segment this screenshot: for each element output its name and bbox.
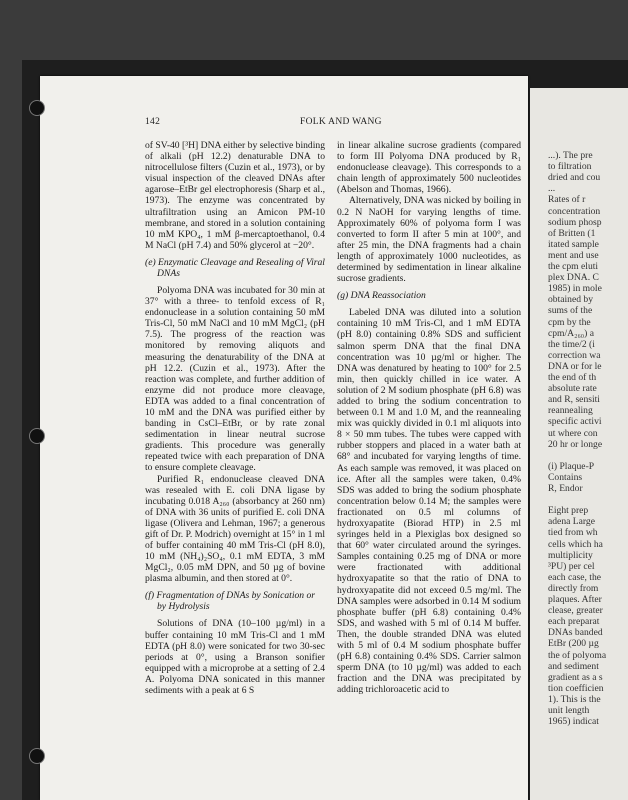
next-page-line: each case, the [548,571,601,583]
next-page-line: unit length [548,705,590,716]
paragraph: Purified R₁ endonuclease cleaved DNA was resealed with E. coli DNA ligase by incubating 0.018 A₂₆₀ (absorbancy at 260 nm) of DNA with 36 units of purified E. coli DNA ligase (Olivera and Lehman, 1967; a generous gift of Dr. P. Modrich) overnight at 15° in 1 ml of buffer containing 40 mM Tris-Cl (pH 8.0), 10 mM (NH₄)₂SO₄, 0.1 mM EDTA, 3 mM MgCl₂, 0.05 mM DPN, and 50 µg of bovine plasma albumin, and then stored at 0°. [145,473,325,585]
next-page-line: of Britten (1 [548,227,596,239]
next-page-line: sums of the [548,305,593,317]
next-page-line: plaques. After [548,594,602,605]
next-page-line: Rates of r [548,194,586,206]
next-page-edge [530,88,628,800]
next-page-line: concentration [548,205,601,217]
next-page-line: and R, sensiti [548,394,600,406]
next-page-line: plex DNA. C [548,272,599,284]
next-page-line: each preparat [548,616,600,628]
section-heading-g: (g) DNA Reassociation [337,290,426,302]
next-page-line: Eight prep [548,505,589,517]
next-page-line: cells which ha [548,538,603,550]
next-page-line: gradient as a s [548,671,603,683]
next-page-line: cpm by the [548,316,591,328]
next-page-line: DNA or for le [548,360,602,372]
next-page-line: 1965) indicat [548,716,599,728]
next-page-line: (i) Plaque-P [548,460,595,472]
next-page-line: and sediment [548,660,599,672]
next-page-line: ... [548,183,556,195]
left-column [145,140,325,696]
binder-hole-middle [29,428,45,444]
next-page-line: multiplicity [548,549,593,561]
next-page-line: tion coefficien [548,682,604,694]
next-page-line: cpm/A₂₆₀) a [548,327,594,339]
next-page-line: ³PU) per cel [548,560,595,572]
next-page-line: correction wa [548,349,601,361]
right-column [337,140,521,696]
next-page-line: 20 hr or longe [548,438,603,450]
next-page-line: ut where con [548,427,598,439]
next-page-line: 1). This is the [548,693,601,705]
paragraph: in linear alkaline sucrose gradients (compared to form III Polyoma DNA produced by R₁ endonuclease cleavage). This corresponds to a chain length of approximately 500 nucleotides (Abelson and Thomas, 1966). [337,140,521,196]
section-heading-f: (f) Fragmentation of DNAs by Sonication or by Hydrolysis [145,590,316,613]
paragraph: Polyoma DNA was incubated for 30 min at 37° with a three- to tenfold excess of R₁ endonuclease in a solution containing 50 mM Tris-Cl, 50 mM NaCl and 10 mM MgCl₂ (pH 7.5). The progress of the reaction was monitored by removing aliquots and measuring the denaturability of the DNA at pH 12.2. (Cuzin et al., 1973). After the reaction was complete, and further addition of enzyme did not produce more cleavage, EDTA was added to a final concentration of 10 mM and the DNA was purified either by banding in CsCl–EtBr, or by rate zonal sedimentation in linear neutral sucrose gradients. This procedure was generally repeated twice with each preparation of DNA to ensure complete cleavage. [145,284,325,474]
next-page-line: obtained by [548,294,594,306]
next-page-line: clease, greater [548,605,603,617]
next-page-line: itated sample [548,238,599,250]
next-page-line: tied from wh [548,527,598,539]
next-page-line: DNAs banded [548,627,603,639]
next-page-line: the time/2 (i [548,338,595,350]
paragraph: Alternatively, DNA was nicked by boiling in 0.2 N NaOH for varying lengths of time. Approximately 60% of polyoma form I was converted to form II after 5 min at 100°, and after 25 min, the DNA fragments had a chain length of approximately 1000 nucleotides, as determined by sedimentation in linear alkaline sucrose gradients. [337,195,521,285]
next-page-line: Contains [548,471,583,483]
section-heading-e: (e) Enzymatic Cleavage and Resealing of Viral DNAs [145,256,325,279]
next-page-line: ment and use [548,249,599,261]
next-page-line: to filtration [548,161,592,173]
paragraph: of SV-40 [³H] DNA either by selective binding of alkali (pH 12.2) denaturable DNA to nitrocellulose filters (Cuzin et al., 1973), or by visual inspection of the cleaved DNAs after agarose–EtBr gel electrophoresis (Sharp et al., 1973). The enzyme was concentrated by ultrafiltration using an Amicon PM-10 membrane, and stored in a solution containing 10 mM KPO₄, 1 mM β-mercaptoethanol, 0.4 M NaCl (pH 7.4) and 50% glycerol at −20°. [145,140,325,251]
next-page-line: 1985) in mole [548,283,602,295]
next-page-line: dried and cou [548,172,601,184]
next-page-line: specific activi [548,416,602,428]
next-page-line: directly from [548,582,599,594]
binder-hole-bottom [29,748,45,764]
next-page-line: R, Endor [548,483,583,494]
paragraph: Solutions of DNA (10–100 µg/ml) in a buffer containing 10 mM Tris-Cl and 1 mM EDTA (pH 8.0) were sonicated for two 30-sec periods at 0°, using a Branson sonifier equipped with a microprobe at a setting of 2.4 A. Polyoma DNA sonicated in this manner sediments with a peak at 6 S [145,618,325,697]
next-page-line: sodium phosp [548,216,602,228]
next-page-line: ...). The pre [548,150,593,161]
next-page-line: EtBr (200 µg [548,638,599,650]
next-page-line: reannealing [548,405,593,417]
paragraph: Labeled DNA was diluted into a solution containing 10 mM Tris-Cl, and 1 mM EDTA (pH 8.0) containing 0.8% SDS and sufficient salmon sperm DNA that the final DNA concentration was 10 µg/ml or higher. The DNA was denatured by heating to 100° for 2.5 min, then quickly chilled in ice water. A solution of 2 M sodium phosphate (pH 6.8) was added to bring the sodium concentration to between 0.1 M and 1.0 M, and the reannealing mix was quickly divided in 0.1 ml aliquots into 8 × 50 mm tubes. The tubes were capped with rubber stoppers and placed in a water bath at 68° and incubated for varying lengths of time. As each sample was removed, it was placed on ice. After all the samples were taken, 0.4% SDS was added to bring the sodium phosphate concentration below 0.14 M; the samples were fractionated on 0.5 ml columns of hydroxyapatite (Biorad HTP) in 2.5 ml syringes held in a Plexiglas box designed so that 60° water circulated around the syringes. Samples containing 0.25 mg of DNA or more were fractionated with additional hydroxyapatite so that the ratio of DNA to hydroxyapatite did not exceed 0.5 mg/ml. The DNA samples were adsorbed in 0.14 M sodium phosphate buffer (pH 6.8) containing 0.4% SDS, and washed with 5 ml of 0.14 M buffer. Then, the double stranded DNA was eluted with 5 ml of 0.4 M sodium phosphate buffer (pH 6.8) containing 0.4% SDS. Carrier salmon sperm DNA (to 10 µg/ml) was added to each fraction and the DNA was precipitated by adding trichloroacetic acid to [337,307,521,696]
running-title: FOLK AND WANG [300,117,382,127]
next-page-line: the of polyoma [548,649,607,661]
next-page-line: absolute rate [548,383,597,395]
next-page-line: the cpm eluti [548,261,599,272]
next-page-line: adena Large [548,516,595,528]
binder-hole-top [29,100,45,116]
next-page-line: the end of th [548,372,597,383]
page-number: 142 [145,117,161,127]
